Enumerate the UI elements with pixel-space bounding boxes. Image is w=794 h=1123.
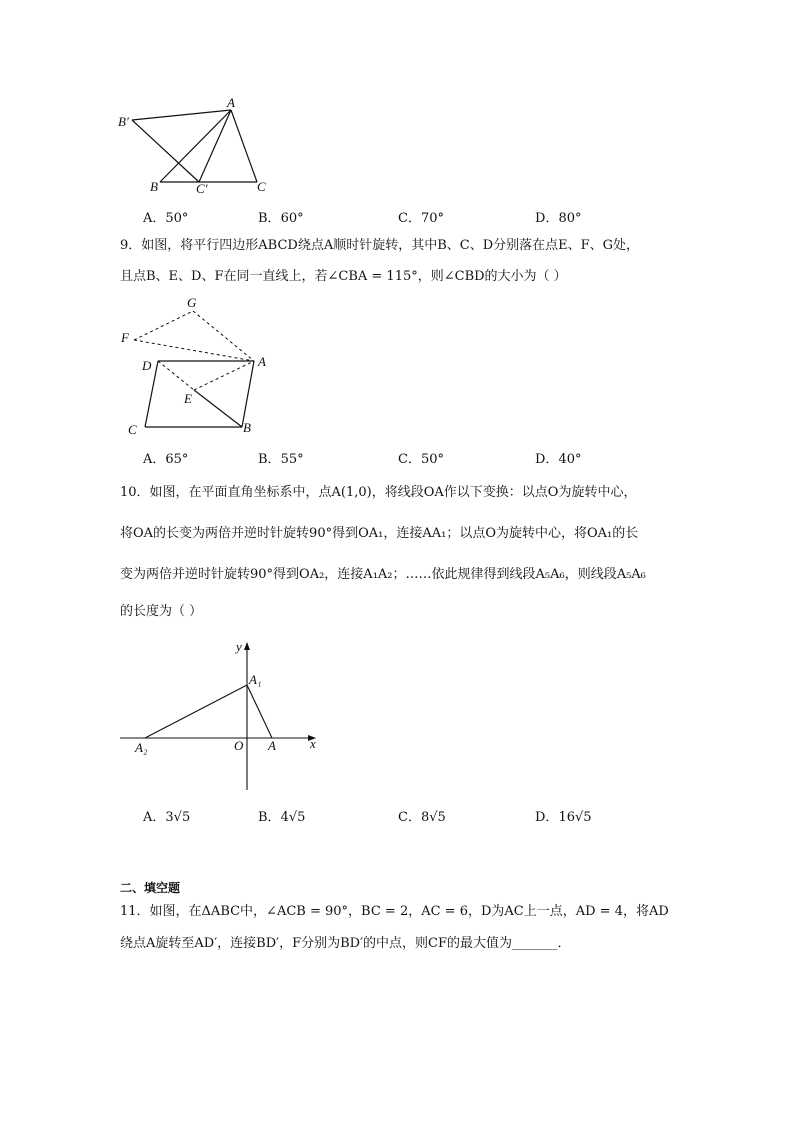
q10-text-line2: 将OA的长变为两倍并逆时针旋转90°得到OA₁，连接AA₁；以点O为旋转中心，将OA₁的长 <box>120 526 639 541</box>
q11-text-line2: 绕点A旋转至AD′，连接BD′，F分别为BD′的中点，则CF的最大值为_______． <box>120 936 571 951</box>
q9-label-E: E <box>184 391 192 406</box>
q9-segment-E-B <box>194 390 242 427</box>
q9-label-A: A <box>258 354 266 369</box>
q9-text-line2: 且点B、E、D、F在同一直线上，若∠CBA = 115°，则∠CBD的大小为（ ） <box>120 269 567 284</box>
q9-dashed-E-A <box>194 361 254 390</box>
q8-option-b: B．60° <box>258 211 304 226</box>
q10-label-A: A <box>268 738 276 753</box>
q8-label-C: C <box>257 179 266 194</box>
q9-dashed-G-A <box>193 311 254 361</box>
q10-label-y: y <box>236 639 242 654</box>
q8-label-A: A <box>227 95 235 110</box>
q10-text-line1: 10．如图，在平面直角坐标系中，点A(1,0)，将线段OA作以下变换：以点O为旋转中心， <box>120 485 637 500</box>
q8-segment-A-Cp <box>199 110 231 182</box>
q8-option-d: D．80° <box>535 211 582 226</box>
q10-segment-A1-A <box>247 685 272 738</box>
q9-option-b: B．55° <box>258 452 304 467</box>
q8-segment-Bp-Cp <box>132 120 199 182</box>
q9-label-F: F <box>121 330 129 345</box>
q8-label-Cprime: C′ <box>196 181 208 196</box>
q10-segment-A2-A1 <box>145 685 247 738</box>
q9-option-a: A．65° <box>143 452 189 467</box>
section-title-fill-in-blank: 二、填空题 <box>120 881 181 895</box>
q9-figure <box>115 292 285 442</box>
q8-figure <box>110 95 290 200</box>
q8-option-c: C．70° <box>398 211 444 226</box>
q10-label-x: x <box>310 736 316 751</box>
q8-segment-Bp-A <box>132 110 231 120</box>
q9-dashed-F-A <box>134 340 254 361</box>
q9-segment-A-B <box>242 361 254 427</box>
q9-label-B: B <box>243 420 251 435</box>
q10-option-b: B．4√5 <box>258 810 306 825</box>
q9-text-line1: 9．如图，将平行四边形ABCD绕点A顺时针旋转，其中B、C、D分别落在点E、F、G处， <box>120 238 640 253</box>
q10-label-A2: A₂ <box>135 740 148 755</box>
q8-segment-A-C <box>231 110 257 182</box>
q11-text-line1: 11．如图，在ΔABC中，∠ACB = 90°，BC = 2，AC = 6，D为AC上一点，AD = 4，将AD <box>120 904 669 919</box>
q10-option-d: D．16√5 <box>535 810 592 825</box>
q8-segment-A-B <box>160 110 231 182</box>
q9-dashed-D-E <box>158 361 194 390</box>
q9-label-G: G <box>187 295 197 310</box>
q8-label-B: B <box>150 179 158 194</box>
q9-label-D: D <box>142 358 152 373</box>
q10-label-O: O <box>234 738 244 753</box>
q10-label-A1: A₁ <box>249 672 262 687</box>
q10-option-a: A．3√5 <box>143 810 191 825</box>
q10-text-line4: 的长度为（ ） <box>120 604 203 619</box>
q10-text-line3: 变为两倍并逆时针旋转90°得到OA₂，连接A₁A₂；……依此规律得到线段A₅A₆，则线段A₅A₆ <box>120 567 646 582</box>
q10-coordinate-figure <box>115 635 330 795</box>
q9-option-c: C．50° <box>398 452 444 467</box>
q10-option-c: C．8√5 <box>398 810 446 825</box>
q9-label-C: C <box>128 422 137 437</box>
q9-option-d: D．40° <box>535 452 582 467</box>
q9-dashed-F-G <box>134 311 193 340</box>
q8-option-a: A．50° <box>143 211 189 226</box>
q8-label-Bprime: B′ <box>118 114 129 129</box>
